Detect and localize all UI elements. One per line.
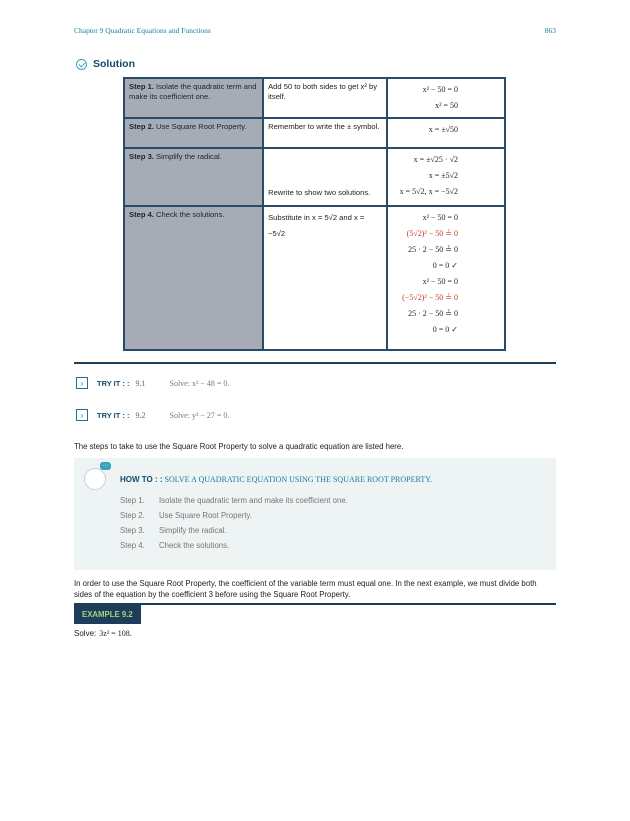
steps-table <box>123 77 506 351</box>
chapter-title: Chapter 9 Quadratic Equations and Functions <box>74 26 211 35</box>
step-math: x² − 50 = 0 x² = 50 <box>387 78 505 118</box>
intro-paragraph: The steps to take to use the Square Root Property to solve a quadratic equation are listed here. <box>74 442 404 451</box>
step-math: x = ±√50 <box>387 118 505 148</box>
chevron-right-icon[interactable]: › <box>76 409 88 421</box>
step-explanation: Rewrite to show two solutions. <box>263 148 387 206</box>
step-label: Step 1. Isolate the quadratic term and make its coefficient one. <box>124 78 263 118</box>
step-explanation: Add 50 to both sides to get x² by itself. <box>263 78 387 118</box>
table-row <box>124 118 505 148</box>
table-row <box>124 78 505 118</box>
person-icon <box>84 468 106 490</box>
list-item: Step 4. Check the solutions. <box>120 541 230 550</box>
step-explanation: Substitute in x = 5√2 and x = −5√2 <box>263 206 387 350</box>
step-label: Step 4. Check the solutions. <box>124 206 263 350</box>
page-number: 863 <box>544 26 556 35</box>
how-to-list <box>120 496 348 556</box>
try-it-label: TRY IT : : <box>97 410 130 420</box>
example-problem: Solve: 3z² = 108. <box>74 629 132 638</box>
step-label: Step 2. Use Square Root Property. <box>124 118 263 148</box>
step-label: Step 3. Simplify the radical. <box>124 148 263 206</box>
list-item: Step 2. Use Square Root Property. <box>120 511 253 520</box>
try-it-problem: Solve: y² − 27 = 0. <box>169 410 230 420</box>
step-explanation: Remember to write the ± symbol. <box>263 118 387 148</box>
step-math: x² − 50 = 0 (5√2)² − 50 ≟ 0 25 · 2 − 50 ≟ 0 0 = 0 ✓ x² − 50 = 0 (−5√2)² − 50 ≟ 0 25 · 2 − 50 ≟ 0 0 = 0 ✓ <box>387 206 505 350</box>
example-label: EXAMPLE 9.2 <box>74 605 141 624</box>
try-it-9-2 <box>76 409 229 421</box>
chevron-right-icon[interactable]: › <box>76 377 88 389</box>
try-it-problem: Solve: x² − 48 = 0. <box>169 378 230 388</box>
solution-title: Solution <box>93 58 135 70</box>
step-math: x = ±√25 · √2 x = ±5√2 x = 5√2, x = −5√2 <box>387 148 505 206</box>
try-it-9-1 <box>76 377 229 389</box>
solution-heading <box>76 58 135 70</box>
speech-bubble-icon: ··· <box>102 462 109 469</box>
running-header <box>74 26 556 35</box>
try-it-number: 9.1 <box>135 378 146 388</box>
try-it-number: 9.2 <box>135 410 146 420</box>
explanation-paragraph: In order to use the Square Root Property, the coefficient of the variable term must equal one. In the next example, we must divide both sides of the equation by the coefficient 3 before using the Square Root Property. <box>74 579 537 599</box>
list-item: Step 1. Isolate the quadratic term and make its coefficient one. <box>120 496 348 505</box>
check-circle-icon <box>76 59 87 70</box>
try-it-label: TRY IT : : <box>97 378 130 388</box>
list-item: Step 3. Simplify the radical. <box>120 526 227 535</box>
how-to-box <box>74 458 556 570</box>
section-divider <box>74 362 556 364</box>
how-to-title: HOW TO : : SOLVE A QUADRATIC EQUATION USING THE SQUARE ROOT PROPERTY. <box>120 475 432 484</box>
table-row <box>124 206 505 350</box>
example-divider <box>74 603 556 605</box>
table-row <box>124 148 505 206</box>
